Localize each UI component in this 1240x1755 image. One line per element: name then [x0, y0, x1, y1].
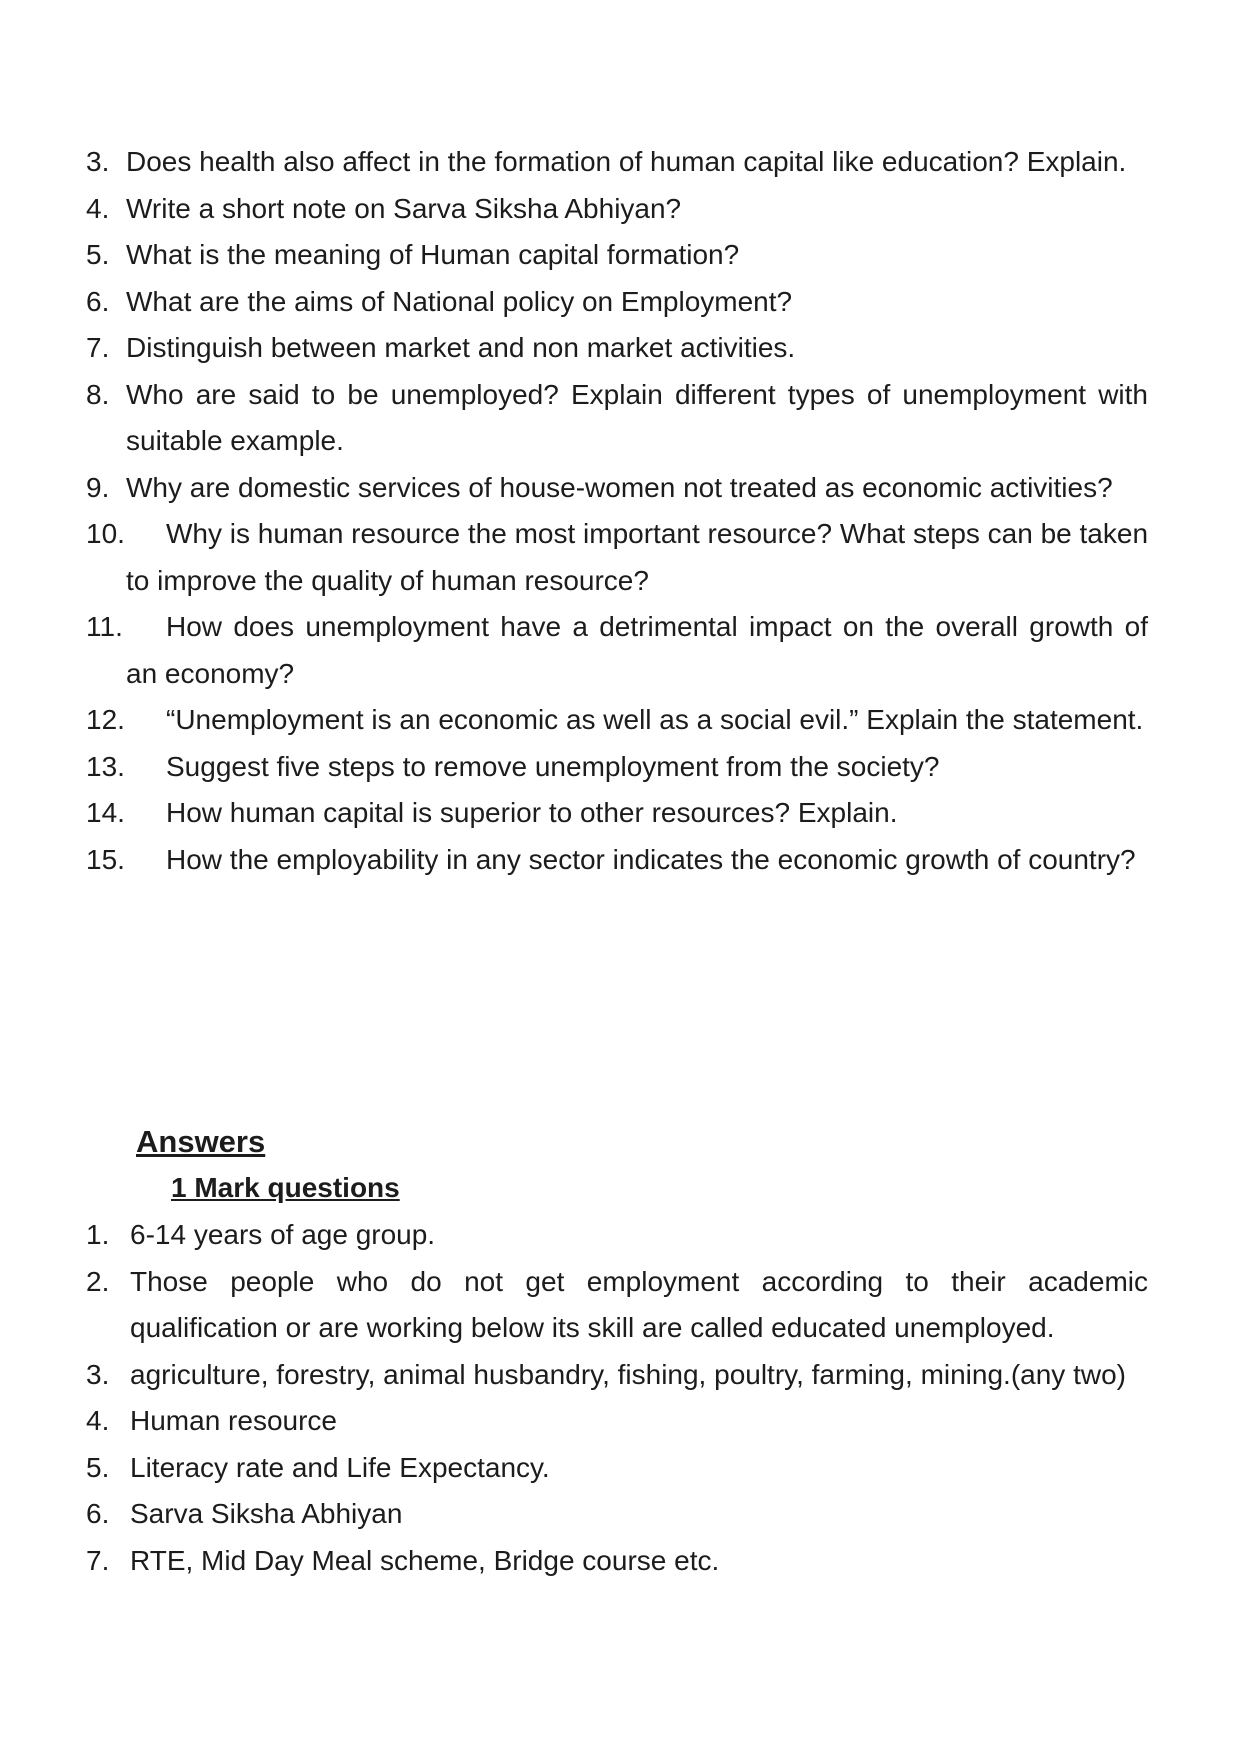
answer-text: Literacy rate and Life Expectancy.	[130, 1451, 550, 1483]
answer-item	[86, 1491, 1148, 1538]
question-number: 4.	[86, 192, 110, 224]
question-text: How human capital is superior to other resources? Explain.	[166, 797, 898, 828]
question-item	[86, 604, 1148, 697]
answer-item	[86, 1445, 1148, 1492]
answer-item	[86, 1212, 1148, 1259]
question-text: Write a short note on Sarva Siksha Abhiyan?	[126, 192, 682, 224]
question-text: How the employability in any sector indicates the economic growth of country?	[166, 843, 1136, 875]
answer-item	[86, 1398, 1148, 1445]
question-text: What is the meaning of Human capital formation?	[126, 239, 740, 270]
answer-text: RTE, Mid Day Meal scheme, Bridge course etc.	[130, 1544, 720, 1576]
question-item	[86, 372, 1148, 465]
answer-item	[86, 1352, 1148, 1399]
question-number: 11.	[86, 611, 123, 642]
question-number: 5.	[86, 239, 110, 270]
question-number: 7.	[86, 332, 110, 363]
question-item	[86, 186, 1148, 233]
answers-list	[86, 1212, 1148, 1584]
question-item	[86, 790, 1148, 837]
answer-text: 6-14 years of age group.	[130, 1219, 436, 1250]
answer-number: 5.	[86, 1451, 110, 1483]
question-item	[86, 697, 1148, 744]
answer-number: 3.	[86, 1358, 110, 1390]
question-item	[86, 744, 1148, 791]
question-text: Distinguish between market and non market activities.	[126, 332, 796, 363]
question-number: 8.	[86, 378, 110, 410]
answer-text: Those people who do not get employment according to their academic qualification or are working below its skill are called educated unemployed.	[130, 1265, 1148, 1343]
question-number: 14.	[86, 797, 125, 828]
question-text: How does unemployment have a detrimental impact on the overall growth of an economy?	[126, 611, 1148, 689]
question-number: 10.	[86, 518, 125, 549]
question-item	[86, 139, 1148, 186]
one-mark-questions-heading: 1 Mark questions	[171, 1172, 400, 1203]
question-number: 9.	[86, 471, 110, 503]
answer-number: 6.	[86, 1498, 110, 1529]
question-text: “Unemployment is an economic as well as a social evil.” Explain the statement.	[166, 704, 1144, 735]
answer-item	[86, 1538, 1148, 1585]
answer-number: 7.	[86, 1544, 110, 1576]
question-text: Why are domestic services of house-women not treated as economic activities?	[126, 471, 1113, 503]
question-number: 6.	[86, 285, 110, 317]
questions-list	[86, 139, 1148, 883]
answer-text: Human resource	[130, 1405, 337, 1436]
question-number: 13.	[86, 750, 125, 782]
question-number: 3.	[86, 146, 110, 177]
question-text: Suggest five steps to remove unemployment from the society?	[166, 750, 940, 782]
question-item	[86, 279, 1148, 326]
answer-number: 4.	[86, 1405, 110, 1436]
question-item	[86, 325, 1148, 372]
answers-heading: Answers	[136, 1124, 266, 1159]
answer-number: 2.	[86, 1265, 110, 1297]
answer-text: agriculture, forestry, animal husbandry, fishing, poultry, farming, mining.(any two)	[130, 1358, 1126, 1390]
answer-item	[86, 1259, 1148, 1352]
question-item	[86, 837, 1148, 884]
question-text: Who are said to be unemployed? Explain different types of unemployment with suitable example.	[126, 378, 1148, 456]
answer-number: 1.	[86, 1219, 110, 1250]
question-item	[86, 465, 1148, 512]
question-text: Does health also affect in the formation of human capital like education? Explain.	[126, 146, 1127, 177]
question-text: Why is human resource the most important resource? What steps can be taken to improve the quality of human resource?	[126, 518, 1149, 596]
question-item	[86, 511, 1148, 604]
question-text: What are the aims of National policy on Employment?	[126, 285, 793, 317]
question-number: 12.	[86, 704, 125, 735]
question-item	[86, 232, 1148, 279]
question-number: 15.	[86, 843, 125, 875]
answer-text: Sarva Siksha Abhiyan	[130, 1498, 403, 1529]
